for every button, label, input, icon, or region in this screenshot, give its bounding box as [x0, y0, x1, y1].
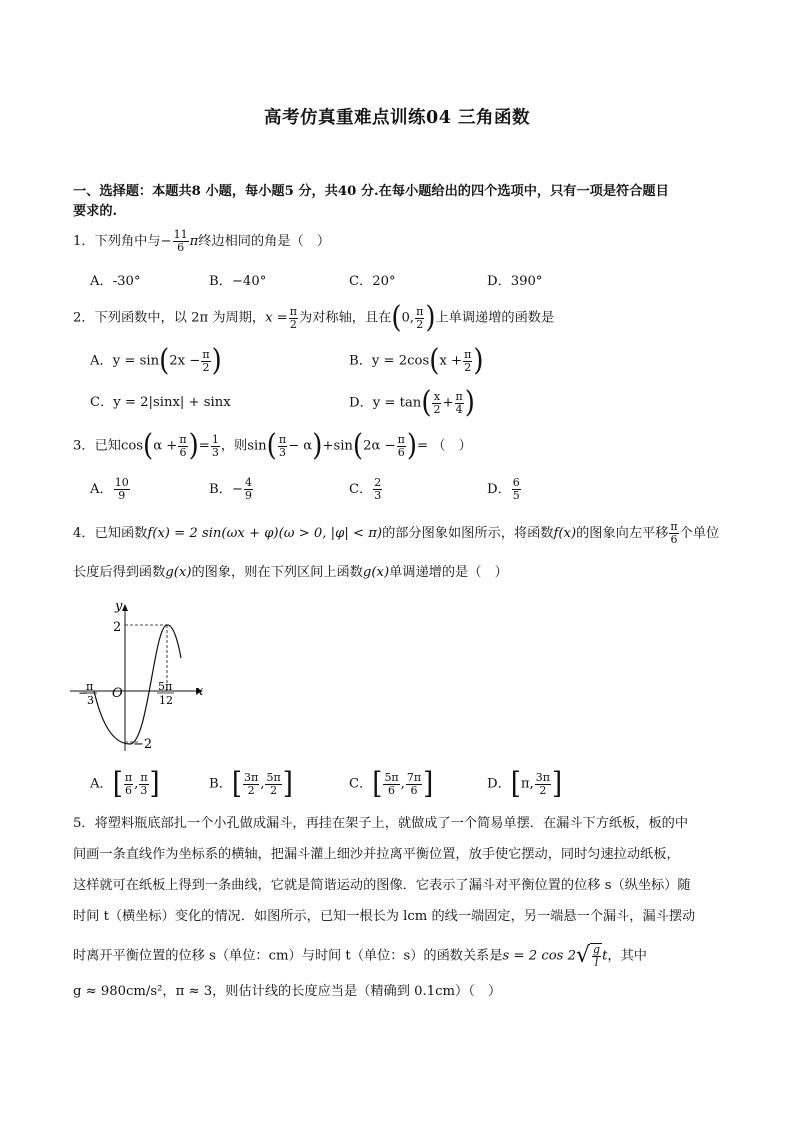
question-5-line1: 5．将塑料瓶底部扎一个小孔做成漏斗，再挂在架子上，就做成了一个简易单摆．在漏斗下方纸板，板的中 — [73, 816, 689, 831]
q2-a-fraction — [201, 349, 210, 374]
question-4-stem-line2 — [73, 564, 508, 582]
q3-d-frac — [512, 477, 521, 502]
section-heading-line1: 一、选择题：本题共8 小题，每小题5 分，共40 分.在每小题给出的四个选项中，只有一项是符合题目 — [73, 184, 669, 199]
q2-d-func: y = tan — [372, 395, 422, 411]
q3-frac3-num: π — [397, 432, 405, 446]
question-5-line4: 时间 t（横坐标）变化的情况．如图所示，已知一根长为 lcm 的线一端固定，另一端悬一个漏斗，漏斗摆动 — [73, 909, 696, 924]
q3-c-num: 2 — [374, 476, 382, 489]
q3-lp1: ( — [143, 428, 154, 464]
q3-option-c[interactable] — [349, 477, 383, 502]
q3-c-frac — [373, 477, 382, 502]
q2-prefix: 2．下列函数中，以 2π 为周期， — [73, 310, 266, 326]
y-axis-arrow — [122, 604, 128, 611]
q3-option-d[interactable] — [487, 477, 522, 502]
q3-a-num: 10 — [114, 476, 129, 489]
graph-xright-num: 5π — [158, 680, 173, 693]
q4-d-d2: 2 — [539, 783, 547, 797]
q2-axis-den: 2 — [289, 317, 297, 331]
q2-b-func: y = 2cos — [371, 353, 430, 369]
graph-xleft-minus: − — [78, 686, 89, 700]
q4-tail: 的图象向左平移 — [576, 526, 669, 541]
q3-rhs-num: 1 — [211, 432, 219, 446]
q1-prefix: 1．下列角中与 — [73, 234, 161, 249]
q3-d-num: 6 — [512, 476, 520, 489]
q5-line5-post: ，其中 — [607, 948, 647, 964]
q5-radical-sign: √ — [576, 943, 591, 968]
graph-ymax-label: 2 — [113, 620, 122, 635]
q4-b-rb: ] — [282, 766, 293, 802]
q4-d-n2: 3π — [535, 770, 551, 784]
q3-plus: + — [322, 438, 334, 454]
q3-arg2-tail: − α — [288, 438, 313, 454]
q3-b-minus: − — [231, 482, 243, 497]
q5-sqrt-den: l — [594, 956, 599, 969]
q1-suffix: 终边相同的角是（ ） — [198, 234, 331, 249]
q3-sin1: sin — [247, 438, 267, 454]
q2-option-c[interactable]: C．y = 2|sinx| + sinx — [90, 395, 231, 410]
page-title: 高考仿真重难点训练04 三角函数 — [264, 108, 530, 128]
q3-frac3 — [397, 434, 406, 459]
q4-sine-graph — [70, 596, 220, 756]
q2-d-rparen: ) — [464, 385, 475, 421]
q4-fx: f(x) — [553, 526, 577, 541]
q1-minus: − — [160, 234, 172, 249]
q3-b-frac — [244, 477, 253, 502]
q2-a-num: π — [202, 347, 210, 361]
q4-option-a[interactable]: A．[ $\frac{\pi}{6}$ , $\frac{\pi}{3}$ ] — [90, 766, 160, 802]
q5-sqrt-body — [590, 943, 602, 969]
q3-rhs — [211, 434, 220, 459]
q4-b-n2: 5π — [266, 770, 281, 784]
q3-frac2-num: π — [278, 432, 287, 446]
q4-line2-end: 单调递增的是（ ） — [389, 565, 508, 580]
q4-a-rb: ] — [149, 766, 160, 802]
q4-d-lb: [ — [510, 766, 521, 802]
q4-c-n2: 7π — [406, 770, 422, 784]
graph-y-label: y — [115, 599, 123, 614]
q2-b-label: B． — [349, 353, 372, 369]
q4-c-rb: ] — [423, 766, 434, 802]
q1-option-d[interactable]: D．390° — [487, 274, 543, 289]
q3-mid: ，则 — [220, 438, 248, 454]
graph-x-label: x — [196, 684, 204, 699]
q1-option-b[interactable]: B．−40° — [209, 274, 267, 289]
q4-a-d2: 3 — [140, 783, 148, 797]
q2-d-num2: π — [455, 389, 463, 403]
q3-option-b[interactable] — [209, 477, 254, 502]
q4-c-label: C． — [349, 776, 373, 792]
question-5-line6: g ≈ 980cm/s²，π ≈ 3，则估计线的长度应当是（精确到 0.1cm）（ ） — [73, 984, 502, 999]
q2-b-den: 2 — [464, 360, 472, 374]
q3-lp3: ( — [352, 428, 364, 464]
q1-frac-num: 11 — [173, 228, 188, 241]
q2-right-paren: ) — [425, 300, 436, 336]
q5-formula-pre: s = 2 cos 2 — [502, 948, 577, 964]
q2-b-lparen: ( — [429, 343, 440, 379]
question-5-line2: 间画一条直线作为坐标系的横轴，把漏斗灌上细沙并拉离平衡位置，放手使它摆动，同时匀速拉动纸板， — [73, 847, 680, 862]
q2-mid: 为对称轴，且在 — [299, 310, 392, 326]
q4-c-d2: 6 — [410, 783, 418, 797]
q3-b-den: 9 — [244, 489, 252, 502]
graph-xleft-den: 3 — [87, 694, 94, 707]
q3-b-label: B． — [209, 482, 232, 497]
q1-pi: π — [189, 234, 199, 249]
q4-a-frac2 — [139, 772, 148, 797]
question-3-stem — [73, 428, 472, 464]
graph-xleft-num: π — [86, 680, 94, 693]
q4-c-frac2 — [406, 772, 422, 797]
q4-b-frac2 — [265, 772, 281, 797]
q2-d-fraction2 — [455, 391, 464, 416]
q3-frac2 — [278, 434, 287, 459]
q2-x-eq: x = — [265, 310, 288, 326]
q3-frac1-den: 6 — [179, 445, 187, 459]
q4-d-frac2 — [535, 772, 551, 797]
q3-rp2: ) — [312, 428, 323, 464]
q4-a-frac1 — [124, 772, 133, 797]
q2-a-label: A． — [90, 353, 113, 369]
q4-b-lb: [ — [231, 766, 243, 802]
q2-d-plus: + — [442, 395, 454, 411]
q5-sqrt-num: g — [593, 943, 601, 956]
q4-d-label: D． — [487, 776, 511, 792]
q3-c-label: C． — [349, 482, 373, 497]
q2-d-den1: 2 — [433, 402, 441, 416]
q4-line2-mid: 的图象，则在下列区间上函数 — [191, 565, 363, 580]
q1-option-a[interactable]: A．-30° — [90, 274, 141, 289]
q2-suffix: 上单调递增的函数是 — [435, 310, 555, 326]
q4-b-d1: 2 — [247, 783, 255, 797]
q2-d-fraction1 — [432, 391, 441, 416]
q4-a-label: A． — [90, 776, 113, 792]
q3-rp1: ) — [188, 428, 199, 464]
q4-b-d2: 2 — [270, 783, 278, 797]
q4-prefix: 4．已知函数 — [73, 526, 148, 541]
q4-b-frac1 — [243, 772, 259, 797]
q1-frac-den: 6 — [177, 241, 185, 254]
q2-option-d[interactable] — [349, 385, 475, 421]
q3-rp3: ) — [406, 428, 418, 464]
graph-ymin-label: −2 — [133, 737, 153, 752]
q4-end: 个单位 — [679, 526, 720, 541]
q4-c-d1: 6 — [388, 783, 396, 797]
q5-formula-t: t — [602, 948, 608, 964]
q2-d-num1: x — [433, 389, 441, 403]
q4-shift-num: π — [670, 520, 678, 533]
q5-line5-pre: 时离开平衡位置的位移 s（单位：cm）与时间 t（单位：s）的函数关系是 — [73, 948, 503, 964]
q3-rhs-den: 3 — [211, 445, 219, 459]
q2-d-den2: 4 — [455, 402, 463, 416]
q3-d-den: 5 — [512, 489, 520, 502]
q3-cos: cos — [120, 438, 144, 454]
question-2-stem — [73, 300, 555, 336]
q4-option-d[interactable] — [487, 766, 563, 802]
q2-a-func: y = sin — [112, 353, 160, 369]
q4-a-d1: 6 — [124, 783, 132, 797]
q2-a-lparen: ( — [159, 343, 170, 379]
q2-b-rparen: ) — [473, 343, 484, 379]
q2-b-num: π — [464, 347, 472, 361]
q3-a-frac — [114, 477, 130, 502]
q1-option-c[interactable]: C．20° — [349, 274, 396, 289]
q4-a-n1: π — [124, 770, 133, 784]
q3-eq: = — [198, 438, 210, 454]
q4-d-first: π, — [520, 776, 534, 792]
q3-c-den: 3 — [374, 489, 382, 502]
q3-sin2: sin — [333, 438, 353, 454]
q4-option-b[interactable]: B．[ $\frac{3\pi}{2}$ , $\frac{5\pi}{2}$ ] — [209, 766, 293, 802]
q2-axis-fraction — [289, 306, 298, 331]
q2-int-num: π — [416, 304, 424, 318]
q4-c-frac1 — [383, 772, 399, 797]
q4-shift-frac — [669, 521, 678, 546]
q3-arg1: α + — [153, 438, 178, 454]
q2-int-zero: 0, — [401, 310, 415, 326]
q3-frac1 — [178, 434, 187, 459]
q2-int-den: 2 — [416, 317, 424, 331]
q3-prefix: 3．已知 — [73, 438, 121, 454]
q4-c-lb: [ — [372, 766, 383, 802]
question-1-stem — [73, 229, 330, 254]
q4-gx: g(x) — [165, 565, 192, 580]
q3-option-a[interactable] — [90, 477, 131, 502]
q4-b-n1: 3π — [244, 770, 259, 784]
q3-b-num: 4 — [244, 476, 252, 489]
section-heading-line2: 要求的. — [73, 204, 118, 219]
q2-a-rparen: ) — [211, 343, 222, 379]
q3-a-label: A． — [90, 482, 113, 497]
graph-origin-label: O — [112, 686, 123, 701]
q1-fraction — [173, 229, 189, 254]
q4-line2-pre: 长度后得到函数 — [73, 565, 166, 580]
q3-d-label: D． — [487, 482, 511, 497]
q3-frac1-num: π — [179, 432, 187, 446]
q2-left-paren: ( — [391, 300, 402, 336]
q3-suffix: = （ ） — [417, 438, 472, 454]
q4-gx2: g(x) — [362, 565, 390, 580]
q2-a-arg: 2x − — [169, 353, 201, 369]
q4-mid: 的部分图象如图所示，将函数 — [382, 526, 554, 541]
q2-b-arg: x + — [439, 353, 463, 369]
q4-b-label: B． — [209, 776, 232, 792]
q4-shift-den: 6 — [670, 533, 678, 546]
q2-b-fraction — [463, 349, 472, 374]
q2-d-label: D． — [349, 395, 373, 411]
q3-lp2: ( — [266, 428, 277, 464]
q2-a-den: 2 — [202, 360, 210, 374]
question-5-line3: 这样就可在纸板上得到一条曲线，它就是简谐运动的图像．它表示了漏斗对平衡位置的位移 s（纵坐标）随 — [73, 878, 691, 893]
question-4-stem-line1 — [73, 521, 719, 546]
q5-sqrt-frac — [592, 944, 601, 969]
q3-frac2-den: 3 — [278, 445, 286, 459]
q2-option-a[interactable] — [90, 343, 222, 379]
q4-a-n2: π — [140, 770, 148, 784]
q4-a-lb: [ — [112, 766, 123, 802]
q2-d-lparen: ( — [421, 385, 432, 421]
q4-d-rb: ] — [552, 766, 563, 802]
q3-a-den: 9 — [118, 489, 126, 502]
graph-xright-den: 12 — [159, 694, 173, 707]
q4-c-n1: 5π — [384, 770, 399, 784]
q2-axis-num: π — [289, 304, 298, 318]
q2-option-b[interactable] — [349, 343, 484, 379]
q3-frac3-den: 6 — [397, 445, 405, 459]
q2-int-fraction — [415, 306, 424, 331]
q3-arg3: 2α − — [363, 438, 396, 454]
question-5-line5 — [73, 943, 647, 969]
q4-option-c[interactable]: C．[ $\frac{5\pi}{6}$ , $\frac{7\pi}{6}$ ] — [349, 766, 434, 802]
q4-function: f(x) = 2 sin(ωx + φ)(ω > 0, |φ| < π) — [147, 526, 383, 541]
